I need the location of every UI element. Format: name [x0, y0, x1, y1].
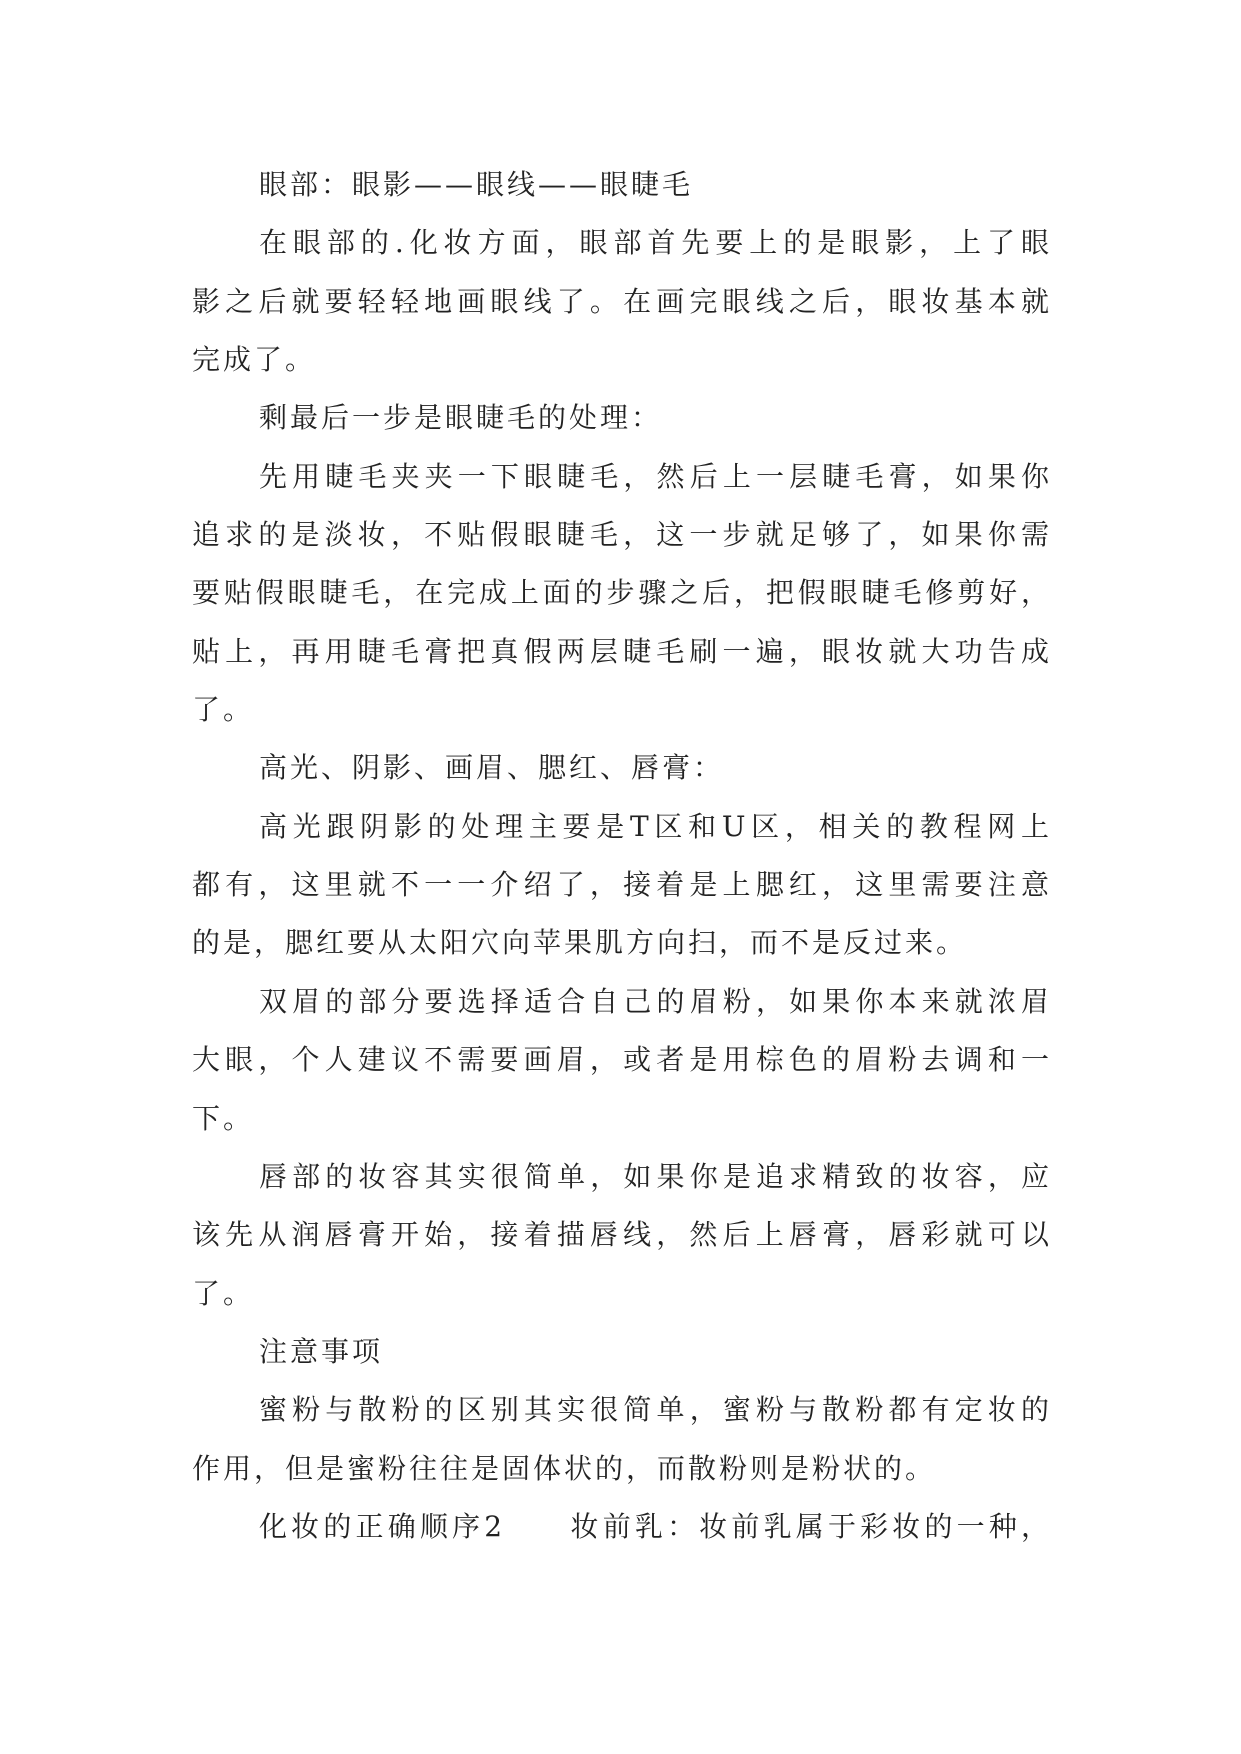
- text-line: 双眉的部分要选择适合自己的眉粉，如果你本来就浓眉: [259, 984, 1052, 1018]
- text-line: 剩最后一步是眼睫毛的处理：: [259, 401, 663, 435]
- paragraph: [192, 156, 1052, 214]
- text-line: 注意事项: [259, 1334, 384, 1368]
- document-body: [192, 156, 1052, 1556]
- text-line: 化妆的正确顺序2 妆前乳：妆前乳属于彩妆的一种，: [259, 1509, 1052, 1543]
- text-line: 了。: [192, 1276, 255, 1310]
- text-line: 影之后就要轻轻地画眼线了。在画完眼线之后，眼妆基本就: [192, 284, 1052, 318]
- paragraph: [192, 389, 1052, 447]
- paragraph: [192, 739, 1052, 797]
- text-line: 蜜粉与散粉的区别其实很简单，蜜粉与散粉都有定妆的: [259, 1393, 1052, 1427]
- text-line: 先用睫毛夹夹一下眼睫毛，然后上一层睫毛膏，如果你: [259, 459, 1052, 493]
- paragraph: [192, 798, 1052, 973]
- text-line: 在眼部的.化妆方面，眼部首先要上的是眼影，上了眼: [259, 226, 1052, 260]
- paragraph: [192, 1323, 1052, 1381]
- paragraph: [192, 1148, 1052, 1323]
- text-line: 眼部：眼影——眼线——眼睫毛: [259, 168, 694, 201]
- text-line: 要贴假眼睫毛，在完成上面的步骤之后，把假眼睫毛修剪好，: [192, 576, 1052, 610]
- text-line: 高光、阴影、画眉、腮红、唇膏：: [259, 751, 725, 785]
- paragraph: [192, 973, 1052, 1148]
- text-line: 了。: [192, 693, 255, 727]
- paragraph: [192, 448, 1052, 740]
- text-line: 追求的是淡妆，不贴假眼睫毛，这一步就足够了，如果你需: [192, 518, 1052, 552]
- text-line: 大眼，个人建议不需要画眉，或者是用棕色的眉粉去调和一: [192, 1043, 1052, 1077]
- text-line: 作用，但是蜜粉往往是固体状的，而散粉则是粉状的。: [192, 1451, 937, 1485]
- text-line: 的是，腮红要从太阳穴向苹果肌方向扫，而不是反过来。: [192, 926, 968, 960]
- text-line: 完成了。: [192, 343, 317, 377]
- text-line: 唇部的妆容其实很简单，如果你是追求精致的妆容，应: [259, 1159, 1052, 1193]
- text-line: 贴上，再用睫毛膏把真假两层睫毛刷一遍，眼妆就大功告成: [192, 634, 1052, 668]
- paragraph: [192, 214, 1052, 389]
- text-line: 都有，这里就不一一介绍了，接着是上腮红，这里需要注意: [192, 868, 1052, 902]
- paragraph: [192, 1381, 1052, 1498]
- text-line: 高光跟阴影的处理主要是T区和U区，相关的教程网上: [259, 809, 1052, 843]
- paragraph: [192, 1498, 1052, 1556]
- text-line: 该先从润唇膏开始，接着描唇线，然后上唇膏，唇彩就可以: [192, 1218, 1052, 1252]
- text-line: 下。: [192, 1101, 255, 1135]
